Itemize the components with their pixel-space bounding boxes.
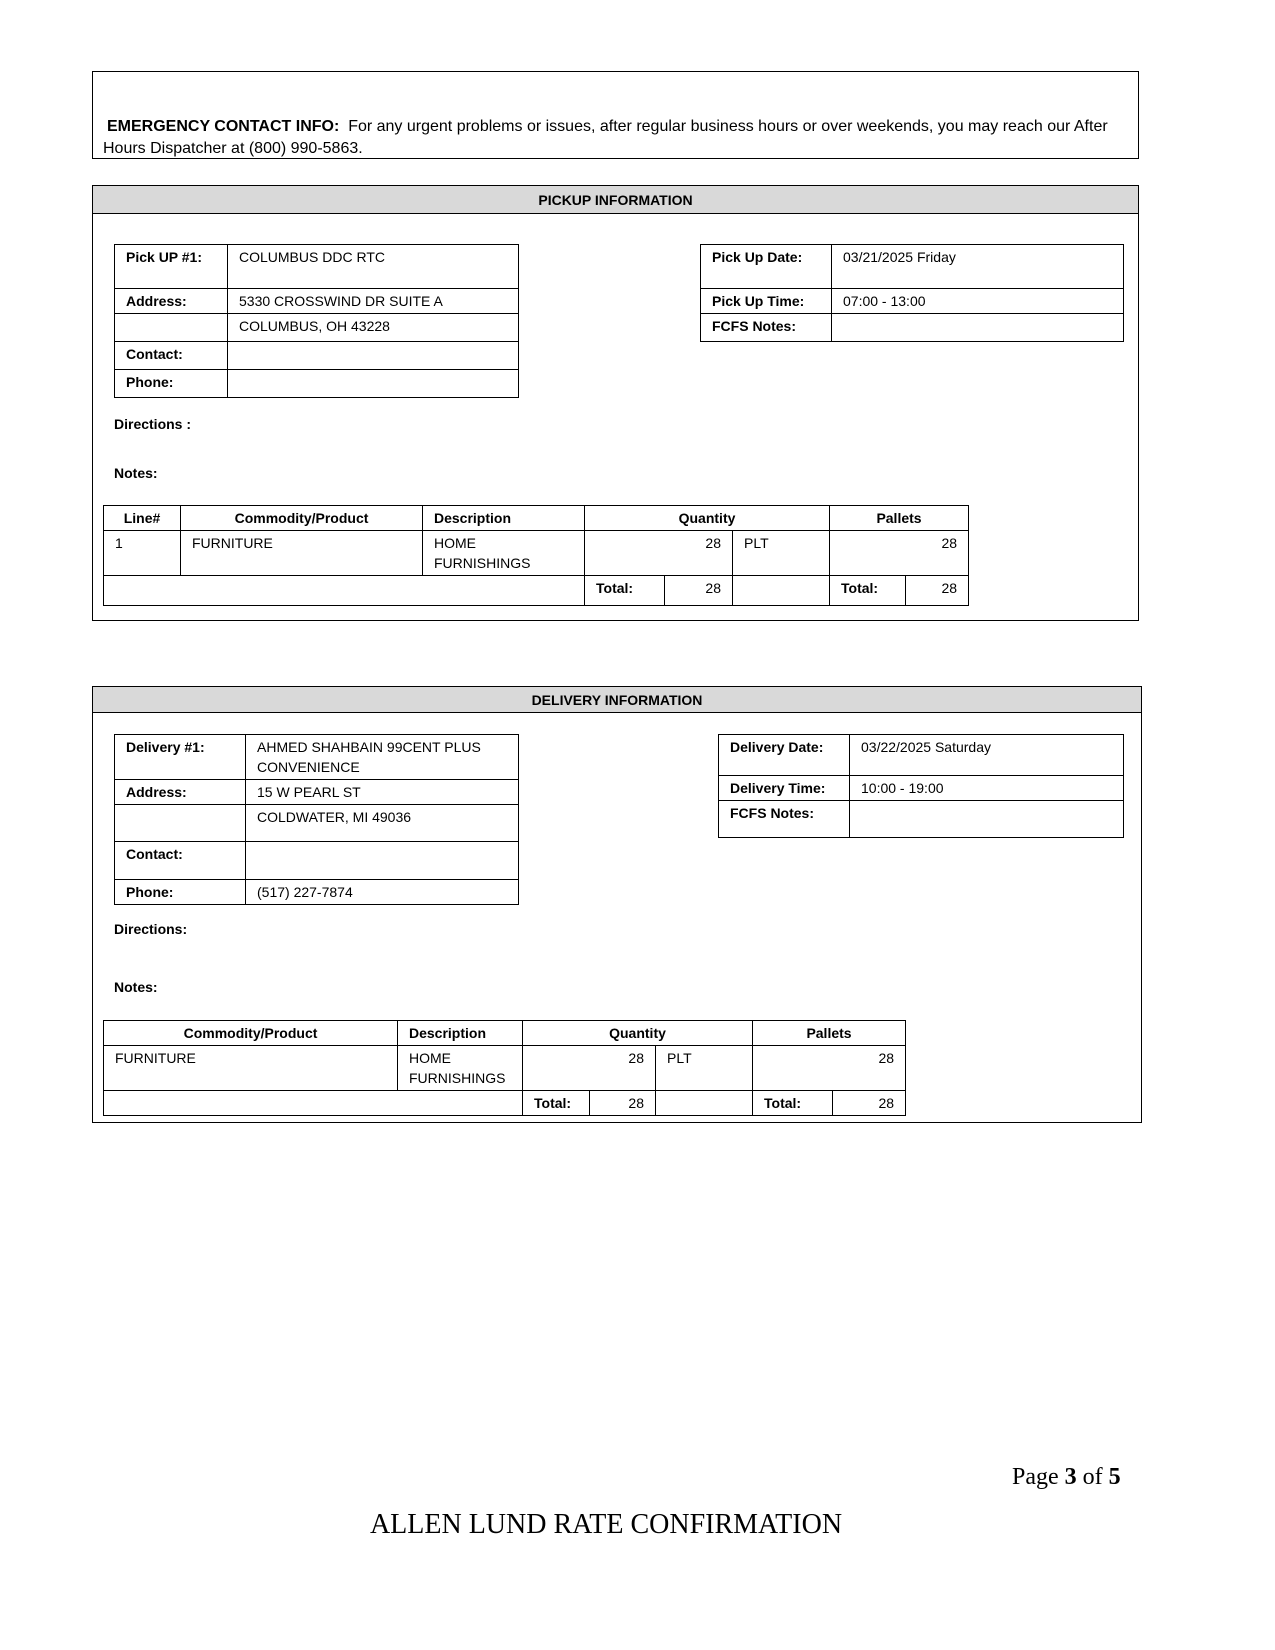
pickup-address-spacer — [115, 314, 228, 342]
delivery-col-commodity: Commodity/Product — [104, 1021, 398, 1046]
pickup-time-label: Pick Up Time: — [701, 289, 832, 314]
pickup-date-value: 03/21/2025 Friday — [832, 245, 1124, 289]
pickup-row-pallets: 28 — [830, 531, 969, 576]
pickup-phone-value — [228, 370, 519, 398]
pickup-contact-label: Contact: — [115, 342, 228, 370]
pickup-row-description: HOME FURNISHINGS — [423, 531, 585, 576]
delivery-contact-value — [246, 842, 519, 880]
delivery-stop-name-line1: AHMED SHAHBAIN 99CENT PLUS — [257, 739, 481, 755]
delivery-row-unit: PLT — [656, 1046, 753, 1091]
document-title: ALLEN LUND RATE CONFIRMATION — [369, 1509, 843, 1540]
delivery-quantity-total-label: Total: — [523, 1091, 590, 1116]
pickup-pallets-total-label: Total: — [830, 576, 906, 606]
delivery-row-description — [398, 1046, 523, 1091]
pickup-pallets-total: 28 — [906, 576, 969, 606]
pickup-time-value: 07:00 - 13:00 — [832, 289, 1124, 314]
pickup-col-quantity: Quantity — [585, 506, 830, 531]
delivery-row-pallets: 28 — [753, 1046, 906, 1091]
pickup-row-commodity: FURNITURE — [181, 531, 423, 576]
delivery-date-value: 03/22/2025 Saturday — [850, 735, 1124, 776]
delivery-fcfs-value — [850, 801, 1124, 838]
delivery-address-line2: COLDWATER, MI 49036 — [246, 805, 519, 842]
delivery-header: DELIVERY INFORMATION — [93, 687, 1141, 713]
delivery-total-unit-spacer — [656, 1091, 753, 1116]
delivery-col-description: Description — [398, 1021, 523, 1046]
pickup-commodity-table — [103, 505, 969, 606]
delivery-phone-label: Phone: — [115, 880, 246, 905]
delivery-stop-label: Delivery #1: — [115, 735, 246, 780]
delivery-commodity-table — [103, 1020, 906, 1116]
pickup-fcfs-value — [832, 314, 1124, 342]
pickup-stop-table — [114, 244, 519, 398]
delivery-address-label: Address: — [115, 780, 246, 805]
pickup-row-unit: PLT — [733, 531, 830, 576]
delivery-time-label: Delivery Time: — [719, 776, 850, 801]
emergency-text-line2: Hours Dispatcher at (800) 990-5863. — [103, 140, 363, 157]
delivery-quantity-total: 28 — [590, 1091, 656, 1116]
delivery-notes-label: Notes: — [114, 979, 158, 995]
delivery-pallets-total-label: Total: — [753, 1091, 833, 1116]
pickup-phone-label: Phone: — [115, 370, 228, 398]
delivery-address-line1: 15 W PEARL ST — [246, 780, 519, 805]
page-prefix: Page — [1012, 1464, 1059, 1490]
delivery-stop-name-line2: CONVENIENCE — [257, 759, 360, 775]
delivery-fcfs-label: FCFS Notes: — [719, 801, 850, 838]
delivery-date-label: Delivery Date: — [719, 735, 850, 776]
pickup-col-description: Description — [423, 506, 585, 531]
page-number — [1012, 1462, 1121, 1492]
pickup-section — [92, 185, 1139, 621]
pickup-total-unit-spacer — [733, 576, 830, 606]
delivery-section — [92, 686, 1142, 1123]
table-row — [104, 1046, 906, 1091]
pickup-col-line: Line# — [104, 506, 181, 531]
emergency-contact-box — [92, 71, 1139, 159]
delivery-row-quantity: 28 — [523, 1046, 656, 1091]
pickup-notes-label: Notes: — [114, 465, 158, 481]
delivery-address-spacer — [115, 805, 246, 842]
pickup-quantity-total: 28 — [665, 576, 733, 606]
pickup-address-line1: 5330 CROSSWIND DR SUITE A — [228, 289, 519, 314]
pickup-col-pallets: Pallets — [830, 506, 969, 531]
table-row — [104, 531, 969, 576]
pickup-stop-name: COLUMBUS DDC RTC — [228, 245, 519, 289]
delivery-row-commodity: FURNITURE — [104, 1046, 398, 1091]
delivery-stop-table — [114, 734, 519, 905]
pickup-contact-value — [228, 342, 519, 370]
emergency-line1 — [107, 115, 1108, 139]
delivery-row-description-line1: HOME — [409, 1050, 451, 1066]
delivery-phone-value: (517) 227-7874 — [246, 880, 519, 905]
delivery-contact-label: Contact: — [115, 842, 246, 880]
delivery-pallets-total: 28 — [833, 1091, 906, 1116]
pickup-row-line: 1 — [104, 531, 181, 576]
delivery-total-spacer — [104, 1091, 523, 1116]
delivery-directions-label: Directions: — [114, 921, 188, 937]
pickup-quantity-total-label: Total: — [585, 576, 665, 606]
pickup-address-label: Address: — [115, 289, 228, 314]
pickup-row-quantity: 28 — [585, 531, 733, 576]
pickup-header: PICKUP INFORMATION — [93, 186, 1138, 214]
page-of: of — [1082, 1464, 1103, 1490]
pickup-schedule-table — [700, 244, 1124, 342]
emergency-label: EMERGENCY CONTACT INFO: — [107, 118, 340, 135]
page-current: 3 — [1064, 1464, 1077, 1490]
pickup-directions-label: Directions : — [114, 416, 192, 432]
pickup-col-commodity: Commodity/Product — [181, 506, 423, 531]
pickup-total-spacer — [104, 576, 585, 606]
page-total: 5 — [1108, 1464, 1121, 1490]
delivery-schedule-table — [718, 734, 1124, 838]
delivery-time-value: 10:00 - 19:00 — [850, 776, 1124, 801]
pickup-date-label: Pick Up Date: — [701, 245, 832, 289]
delivery-row-description-line2: FURNISHINGS — [409, 1070, 506, 1086]
delivery-col-pallets: Pallets — [753, 1021, 906, 1046]
pickup-fcfs-label: FCFS Notes: — [701, 314, 832, 342]
pickup-stop-label: Pick UP #1: — [115, 245, 228, 289]
delivery-stop-name — [246, 735, 519, 780]
delivery-col-quantity: Quantity — [523, 1021, 753, 1046]
emergency-text-line1: For any urgent problems or issues, after regular business hours or over weekends, you may reach our After — [348, 118, 1108, 135]
pickup-address-line2: COLUMBUS, OH 43228 — [228, 314, 519, 342]
